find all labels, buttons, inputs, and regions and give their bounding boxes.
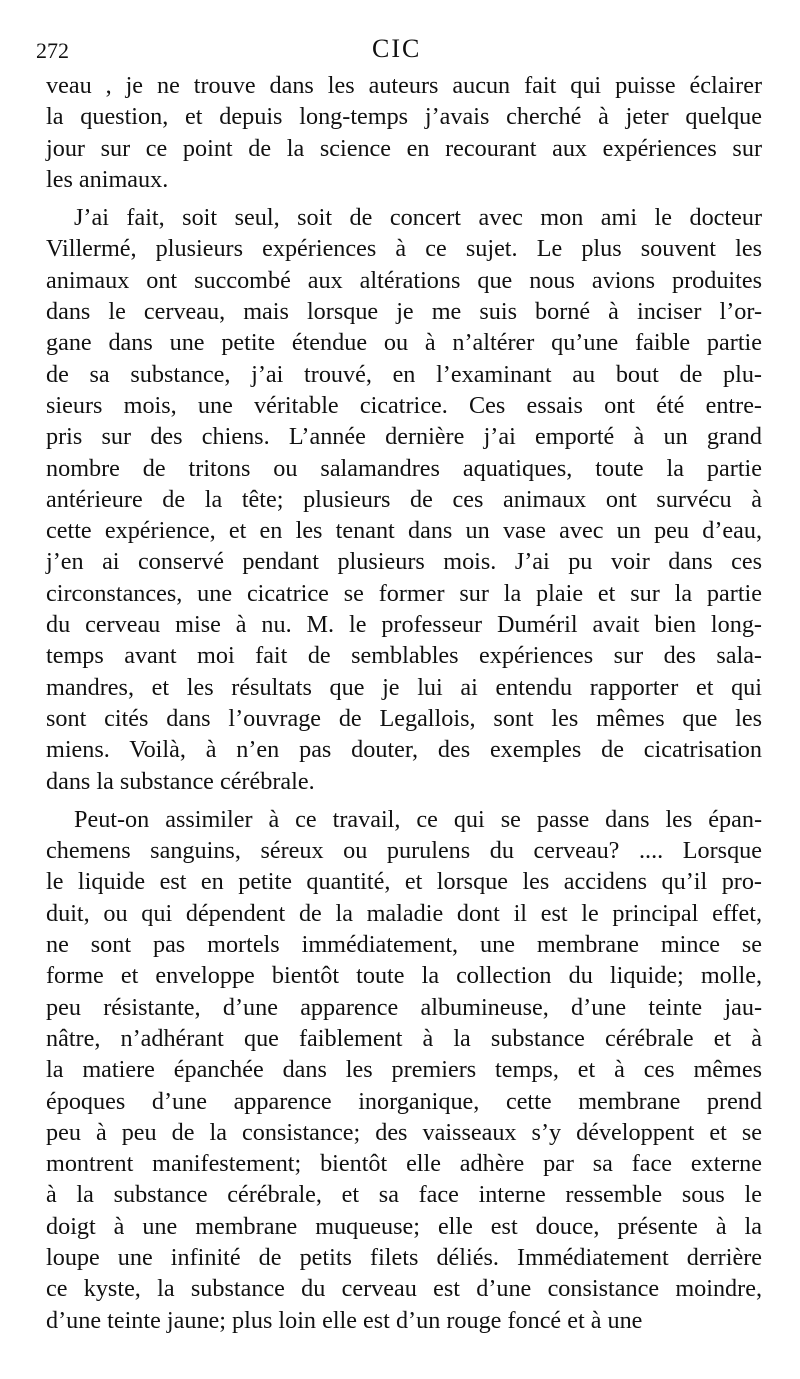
text-line: doigt à une membrane muqueuse; elle est douce, présente à la — [46, 1212, 762, 1240]
text-line: loupe une infinité de petits filets déliés. Immédiatement derrière — [46, 1243, 762, 1271]
text-line: gane dans une petite étendue ou à n’altérer qu’une faible partie — [46, 329, 762, 357]
running-head: CIC — [372, 34, 422, 63]
page-header — [36, 32, 766, 72]
text-line: circonstances, une cicatrice se former sur la plaie et sur la partie — [46, 579, 762, 607]
text-line: sieurs mois, une véritable cicatrice. Ces essais ont été entre- — [46, 391, 762, 419]
paragraph — [46, 70, 762, 195]
text-line: miens. Voilà, à n’en pas douter, des exemples de cicatrisation — [46, 736, 762, 764]
text-line: temps avant moi fait de semblables expériences sur des sala- — [46, 642, 762, 670]
text-line: d’une teinte jaune; plus loin elle est d’un rouge foncé et à une — [46, 1306, 643, 1334]
paragraph — [46, 804, 762, 1336]
text-line: le liquide est en petite quantité, et lorsque les accidens qu’il pro- — [46, 868, 762, 896]
text-line: montrent manifestement; bientôt elle adhère par sa face externe — [46, 1150, 762, 1178]
text-line: la question, et depuis long-temps j’avais cherché à jeter quelque — [46, 103, 762, 131]
text-line: cette expérience, et en les tenant dans un vase avec un peu d’eau, — [46, 517, 762, 545]
text-line: la matiere épanchée dans les premiers temps, et à ces mêmes — [46, 1056, 762, 1084]
text-line: duit, ou qui dépendent de la maladie dont il est le principal effet, — [46, 899, 762, 927]
text-line: nombre de tritons ou salamandres aquatiques, toute la partie — [46, 454, 762, 482]
text-line: peu résistante, d’une apparence albumineuse, d’une teinte jau- — [46, 993, 762, 1021]
text-line: époques d’une apparence inorganique, cette membrane prend — [46, 1087, 762, 1115]
text-line: nâtre, n’adhérant que faiblement à la substance cérébrale et à — [46, 1024, 762, 1052]
text-line: peu à peu de la consistance; des vaisseaux s’y développent et se — [46, 1118, 762, 1146]
text-line: animaux ont succombé aux altérations que nous avions produites — [46, 266, 762, 294]
page-number: 272 — [36, 38, 69, 63]
text-line: du cerveau mise à nu. M. le professeur Duméril avait bien long- — [46, 611, 762, 639]
text-line: forme et enveloppe bientôt toute la collection du liquide; molle, — [46, 962, 762, 990]
text-line: les animaux. — [46, 165, 169, 193]
text-line: pris sur des chiens. L’année dernière j’ai emporté à un grand — [46, 423, 762, 451]
text-line: j’en ai conservé pendant plusieurs mois. J’ai pu voir dans ces — [46, 548, 762, 576]
text-line: à la substance cérébrale, et sa face interne ressemble sous le — [46, 1181, 762, 1209]
text-line: dans le cerveau, mais lorsque je me suis borné à inciser l’or- — [46, 298, 762, 326]
body-text — [46, 70, 762, 1336]
text-line: veau , je ne trouve dans les auteurs aucun fait qui puisse éclairer — [46, 72, 762, 99]
paragraph — [46, 202, 762, 797]
text-line: chemens sanguins, séreux ou purulens du cerveau? .... Lorsque — [46, 837, 762, 865]
text-line: dans la substance cérébrale. — [46, 767, 315, 795]
text-line: J’ai fait, soit seul, soit de concert avec mon ami le docteur — [74, 204, 762, 232]
text-line: de sa substance, j’ai trouvé, en l’examinant au bout de plu- — [46, 360, 762, 388]
text-line: sont cités dans l’ouvrage de Legallois, sont les mêmes que les — [46, 704, 762, 732]
text-line: mandres, et les résultats que je lui ai entendu rapporter et qui — [46, 673, 762, 701]
text-line: Peut-on assimiler à ce travail, ce qui se passe dans les épan- — [74, 805, 762, 833]
text-line: Villermé, plusieurs expériences à ce sujet. Le plus souvent les — [46, 235, 762, 263]
text-line: ce kyste, la substance du cerveau est d’une consistance moindre, — [46, 1275, 762, 1303]
text-line: antérieure de la tête; plusieurs de ces animaux ont survécu à — [46, 485, 762, 513]
text-line: ne sont pas mortels immédiatement, une membrane mince se — [46, 931, 762, 959]
text-line: jour sur ce point de la science en recourant aux expériences sur — [46, 134, 762, 162]
